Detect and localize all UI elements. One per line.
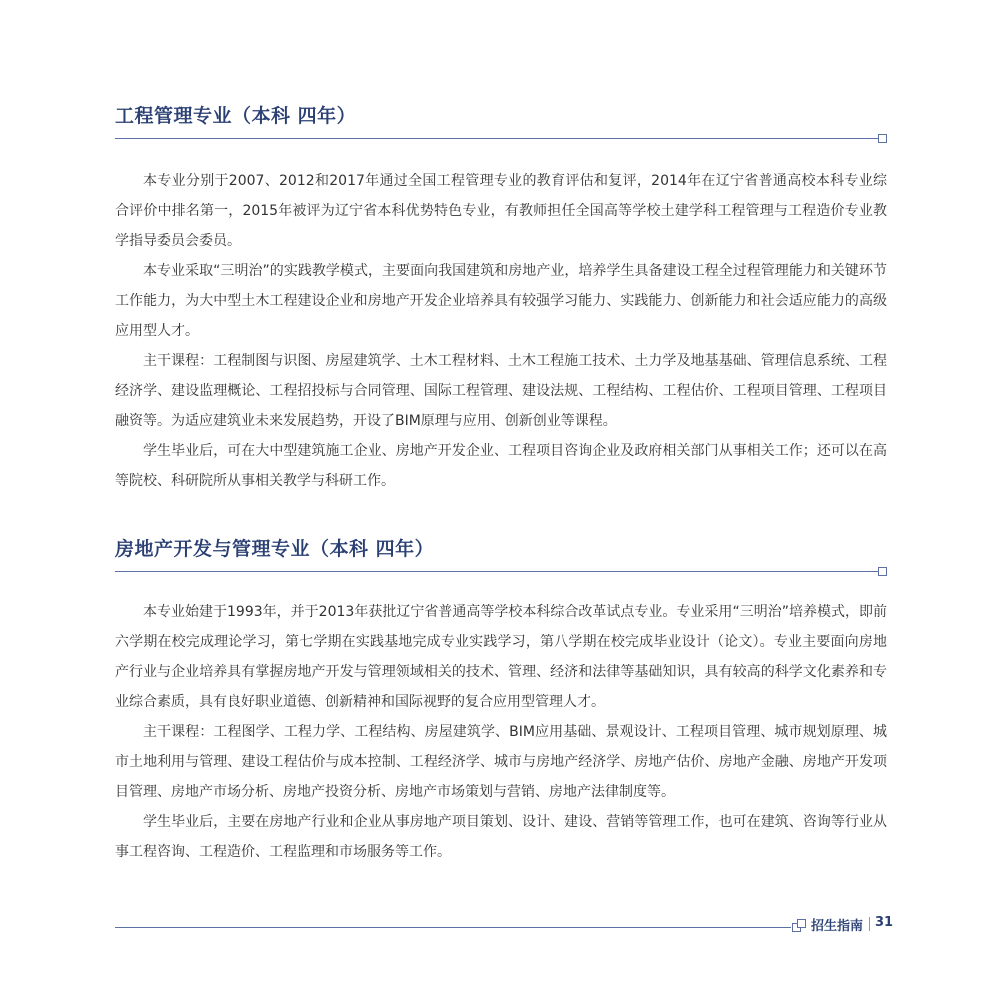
title-rule	[115, 567, 887, 576]
footer-separator	[869, 917, 870, 931]
section-engineering-management	[115, 102, 887, 496]
paragraph: 主干课程：工程制图与识图、房屋建筑学、土木工程材料、土木工程施工技术、土力学及地基基础、管理信息系统、工程经济学、建设监理概论、工程招投标与合同管理、国际工程管理、建设法规、工程结构、工程估价、工程项目管理、工程项目融资等。为适应建筑业未来发展趋势，开设了BIM原理与应用、创新创业等课程。	[115, 353, 887, 429]
section-title: 工程管理专业（本科 四年）	[115, 105, 357, 127]
rule-square-icon	[878, 567, 887, 576]
rule-line	[115, 571, 879, 572]
paragraph: 主干课程：工程图学、工程力学、工程结构、房屋建筑学、BIM应用基础、景观设计、工程项目管理、城市规划原理、城市土地利用与管理、建设工程估价与成本控制、工程经济学、城市与房地产经济学、房地产估价、房地产金融、房地产开发项目管理、房地产市场分析、房地产投资分析、房地产市场策划与营销、房地产法律制度等。	[115, 724, 887, 800]
page-number: 31	[875, 915, 894, 930]
section-body	[115, 166, 887, 496]
paragraph: 本专业始建于1993年，并于2013年获批辽宁省普通高等学校本科综合改革试点专业。专业采用“三明治”培养模式，即前六学期在校完成理论学习，第七学期在实践基地完成专业实践学习，第八学期在校完成毕业设计（论文）。专业主要面向房地产行业与企业培养具有掌握房地产开发与管理领域相关的技术、管理、经济和法律等基础知识，具有较高的科学文化素养和专业综合素质，具有良好职业道德、创新精神和国际视野的复合应用型管理人才。	[115, 604, 887, 710]
title-rule	[115, 134, 887, 143]
section-real-estate	[115, 535, 887, 867]
rule-line	[115, 138, 879, 139]
paragraph: 学生毕业后，主要在房地产行业和企业从事房地产项目策划、设计、建设、营销等管理工作，也可在建筑、咨询等行业从事工程咨询、工程造价、工程监理和市场服务等工作。	[115, 814, 887, 860]
footer-line	[115, 927, 791, 928]
paragraph: 学生毕业后，可在大中型建筑施工企业、房地产开发企业、工程项目咨询企业及政府相关部门从事相关工作；还可以在高等院校、科研院所从事相关教学与科研工作。	[115, 443, 887, 489]
section-body	[115, 597, 887, 867]
rule-square-icon	[878, 134, 887, 143]
paragraph: 本专业分别于2007、2012和2017年通过全国工程管理专业的教育评估和复评，2014年在辽宁省普通高校本科专业综合评价中排名第一，2015年被评为辽宁省本科优势特色专业，有教师担任全国高等学校土建学科工程管理与工程造价专业教学指导委员会委员。	[115, 173, 887, 249]
double-square-icon	[792, 919, 806, 933]
paragraph: 本专业采取“三明治”的实践教学模式，主要面向我国建筑和房地产业，培养学生具备建设工程全过程管理能力和关键环节工作能力，为大中型土木工程建设企业和房地产开发企业培养具有较强学习能力、实践能力、创新能力和社会适应能力的高级应用型人才。	[115, 263, 887, 339]
section-title: 房地产开发与管理专业（本科 四年）	[115, 538, 435, 560]
footer-label: 招生指南	[811, 919, 864, 934]
page-footer	[115, 914, 894, 934]
